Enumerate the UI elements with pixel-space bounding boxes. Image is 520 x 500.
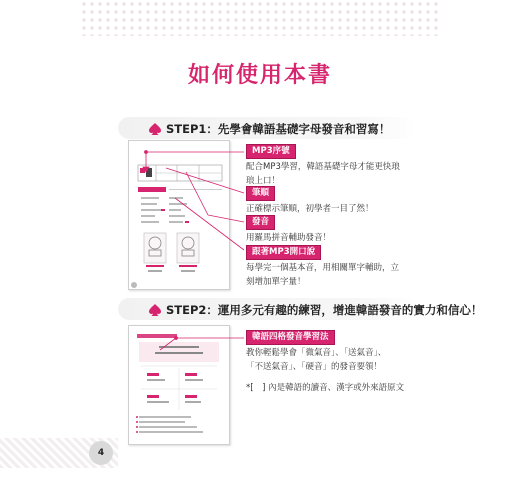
page-number: 4 bbox=[89, 441, 113, 465]
step1-desc-mp3-number: 配合MP3學習，韓語基礎字母才能更快琅 琅上口！ bbox=[246, 162, 400, 186]
step1-tag-mp3-number: MP3序號 bbox=[246, 144, 296, 159]
step1-desc-pronunciation: 用羅馬拼音輔助發音！ bbox=[246, 233, 332, 243]
step2-desc: 教你輕鬆學會「微氣音」、「送氣音」、 「不送氣音」、「硬音」的發音要領！ bbox=[246, 348, 387, 372]
step2-heading: STEP2：運用多元有趣的練習，增進韓語發音的實力和信心！ bbox=[166, 303, 483, 317]
step2-tag-four-grid-method: 韓語四格發音學習法 bbox=[246, 330, 335, 345]
step1-tag-pronunciation: 發音 bbox=[246, 215, 275, 230]
step2-note: *[ ] 內是韓語的讀音、漢字或外來語原文 bbox=[246, 383, 405, 393]
step1-tag-stroke-order: 筆順 bbox=[246, 186, 275, 201]
step1-desc-stroke-order: 正確標示筆順，初學者一目了然！ bbox=[246, 204, 374, 214]
step1-desc-speak-along: 每學完一個基本音，用相關單字輔助，立 刻增加單字量！ bbox=[246, 263, 400, 287]
step1-tag-speak-along: 跟著MP3開口說 bbox=[246, 245, 321, 260]
page-title: 如何使用本書 bbox=[187, 63, 332, 88]
step1-heading: STEP1：先學會韓語基礎字母發音和習寫！ bbox=[166, 122, 391, 136]
